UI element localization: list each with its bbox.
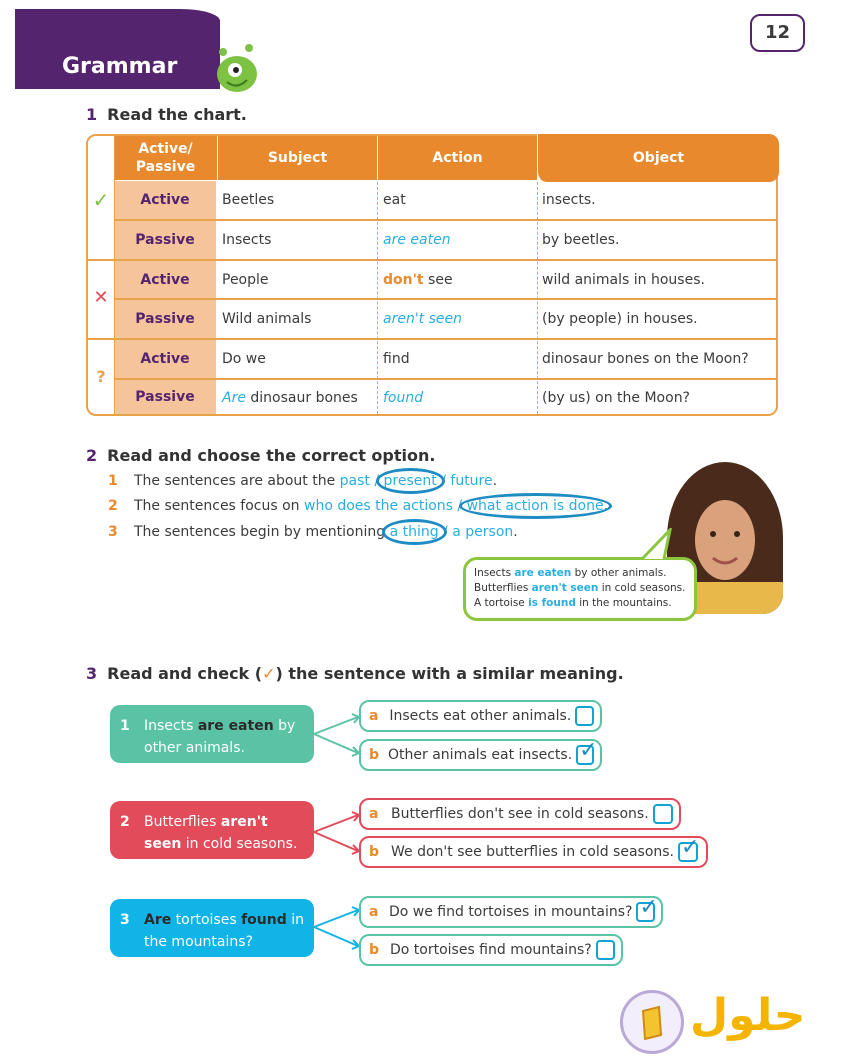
subject-auxiliary: Are xyxy=(222,390,246,406)
option-letter: b xyxy=(369,844,380,860)
subject-cell: Insects xyxy=(222,232,272,248)
section-instruction: Read and choose the correct option. xyxy=(107,446,436,465)
option-separator: / xyxy=(452,498,467,514)
object-cell: dinosaur bones on the Moon? xyxy=(542,351,749,367)
prompt-text: tortoises xyxy=(171,912,242,928)
page-title: Grammar xyxy=(62,54,178,79)
option-present-selected[interactable]: present xyxy=(383,473,437,489)
column-header-action: Action xyxy=(377,136,537,180)
sentence-end: . xyxy=(492,473,498,489)
option-text: We don't see butterflies in cold seasons. xyxy=(391,844,675,860)
option-sentence xyxy=(108,524,518,540)
book-icon xyxy=(623,993,681,1051)
sentence-stem: The sentences focus on xyxy=(134,498,304,514)
option-letter: a xyxy=(369,904,379,920)
section-number: 3 xyxy=(86,664,98,683)
prompt-text: Butterflies xyxy=(144,814,221,830)
action-cell: are eaten xyxy=(383,232,451,248)
answer-option-3b[interactable] xyxy=(359,934,623,966)
speech-line xyxy=(474,581,686,596)
speech-text: Butterflies xyxy=(474,582,532,594)
option-future[interactable]: future xyxy=(450,473,493,489)
action-cell: find xyxy=(383,351,410,367)
option-separator: / xyxy=(369,473,384,489)
action-cell: found xyxy=(383,390,424,406)
option-text: Insects eat other animals. xyxy=(389,708,572,724)
speech-text: by other animals. xyxy=(571,567,667,579)
option-what-selected[interactable]: what action is done xyxy=(466,498,604,514)
speech-highlight: are eaten xyxy=(514,567,572,579)
answer-option-2b[interactable] xyxy=(359,836,708,868)
section-instruction: Read the chart. xyxy=(107,105,247,124)
subject-cell: People xyxy=(222,271,269,288)
voice-cell: Passive xyxy=(114,221,216,259)
option-text: Butterflies don't see in cold seasons. xyxy=(391,806,649,822)
item-number: 3 xyxy=(120,912,130,928)
subject-cell: Beetles xyxy=(222,192,275,208)
option-separator: / xyxy=(436,473,451,489)
answer-option-3a[interactable] xyxy=(359,896,663,928)
section-number: 2 xyxy=(86,446,98,465)
answer-option-2a[interactable] xyxy=(359,798,681,830)
speech-tail-icon xyxy=(640,528,680,560)
checkbox[interactable] xyxy=(653,804,673,824)
speech-highlight: aren't seen xyxy=(531,582,599,594)
section-1-heading xyxy=(86,105,247,124)
checkmark-icon: ✓ xyxy=(579,738,598,763)
speech-text: in the mountains. xyxy=(575,597,672,609)
checkmark-icon: ✓ xyxy=(639,895,658,920)
sentence-end: . xyxy=(513,524,518,540)
question-icon: ? xyxy=(96,367,106,386)
sentence-stem: The sentences are about the xyxy=(134,473,340,489)
prompt-text: in cold seasons. xyxy=(181,836,298,852)
prompt-verb: found xyxy=(241,912,287,928)
prompt-auxiliary: Are xyxy=(144,912,172,928)
checkbox[interactable] xyxy=(575,706,594,726)
answer-option-1a[interactable] xyxy=(359,700,602,732)
action-cell: eat xyxy=(383,192,406,208)
speech-line xyxy=(474,566,686,581)
option-sentence xyxy=(108,498,608,514)
object-cell: (by us) on the Moon? xyxy=(542,390,690,406)
item-number: 1 xyxy=(120,718,130,734)
option-who[interactable]: who does the actions xyxy=(304,498,453,514)
voice-cell: Active xyxy=(114,181,216,219)
option-letter: a xyxy=(369,806,379,822)
voice-cell: Passive xyxy=(114,380,216,414)
checkmark-icon: ✓ xyxy=(681,835,700,860)
item-number: 3 xyxy=(108,524,118,540)
check-icon: ✓ xyxy=(92,188,110,212)
subject-noun: dinosaur bones xyxy=(245,390,358,406)
answer-option-1b[interactable] xyxy=(359,739,602,771)
option-text: Do we find tortoises in mountains? xyxy=(388,904,633,920)
column-header-subject: Subject xyxy=(217,136,377,180)
prompt-text: Insects xyxy=(144,718,198,734)
watermark-text: حلول xyxy=(690,990,806,1041)
column-header-voice: Active/ Passive xyxy=(114,136,217,180)
option-past[interactable]: past xyxy=(339,473,370,489)
speech-text: Insects xyxy=(474,567,515,579)
item-number: 2 xyxy=(120,814,130,830)
sentence-stem: The sentences begin by mentioning xyxy=(134,524,390,540)
action-negative: don't xyxy=(383,271,424,288)
column-divider xyxy=(377,182,378,414)
option-person[interactable]: a person xyxy=(452,524,514,540)
column-header-object: Object xyxy=(537,134,779,182)
option-thing-selected[interactable]: a thing xyxy=(389,524,439,540)
section-instruction: ) the sentence with a similar meaning. xyxy=(275,664,624,683)
prompt-box-2 xyxy=(110,801,314,859)
voice-cell: Active xyxy=(114,261,216,298)
prompt-box-3 xyxy=(110,899,314,957)
item-number: 2 xyxy=(108,498,118,514)
prompt-text: by other animals. xyxy=(144,718,296,756)
prompt-verb: are eaten xyxy=(197,718,274,734)
subject-cell: Do we xyxy=(222,351,266,367)
section-instruction: Read and check ( xyxy=(107,664,263,683)
watermark-logo-icon xyxy=(620,990,684,1054)
prompt-box-1 xyxy=(110,705,314,763)
object-cell: insects. xyxy=(542,192,596,208)
column-divider xyxy=(537,182,538,414)
option-letter: b xyxy=(369,942,380,958)
speech-text: A tortoise xyxy=(474,597,529,609)
item-number: 1 xyxy=(108,473,118,489)
option-letter: a xyxy=(369,708,379,724)
speech-highlight: is found xyxy=(528,597,576,609)
monster-mascot-icon xyxy=(205,40,265,100)
speech-bubble xyxy=(463,557,697,621)
connector-arrows-icon xyxy=(312,905,362,951)
sentence-end: . xyxy=(603,498,609,514)
cross-icon: ✕ xyxy=(93,287,109,308)
subject-cell: Wild animals xyxy=(222,311,312,327)
checkbox[interactable] xyxy=(596,940,615,960)
object-cell: (by people) in houses. xyxy=(542,311,698,327)
section-3-heading xyxy=(86,664,624,683)
prompt-text: in the mountains? xyxy=(144,912,304,950)
action-cell: aren't seen xyxy=(383,311,463,327)
voice-cell: Passive xyxy=(114,300,216,338)
connector-arrows-icon xyxy=(312,712,362,758)
option-separator: / xyxy=(438,524,453,540)
action-verb: see xyxy=(423,271,453,288)
connector-arrows-icon xyxy=(312,810,362,856)
section-number: 1 xyxy=(86,105,98,124)
option-letter: b xyxy=(369,747,380,763)
option-sentence xyxy=(108,473,497,489)
checkbox-checked[interactable] xyxy=(636,895,658,922)
column-divider xyxy=(114,136,115,414)
object-cell: by beetles. xyxy=(542,232,620,248)
object-cell: wild animals in houses. xyxy=(542,271,705,288)
checkbox-checked[interactable] xyxy=(576,738,598,765)
page-number: 12 xyxy=(750,14,805,52)
voice-cell: Active xyxy=(114,340,216,378)
option-text: Other animals eat insects. xyxy=(388,747,573,763)
prompt-verb: aren't seen xyxy=(144,814,268,852)
check-mark-icon: ✓ xyxy=(262,664,276,683)
option-text: Do tortoises find mountains? xyxy=(389,942,592,958)
section-2-heading xyxy=(86,446,435,465)
speech-text: in cold seasons. xyxy=(598,582,686,594)
speech-line xyxy=(474,596,686,611)
action-cell xyxy=(383,261,453,298)
checkbox-checked[interactable] xyxy=(678,835,700,862)
subject-cell xyxy=(222,380,358,416)
